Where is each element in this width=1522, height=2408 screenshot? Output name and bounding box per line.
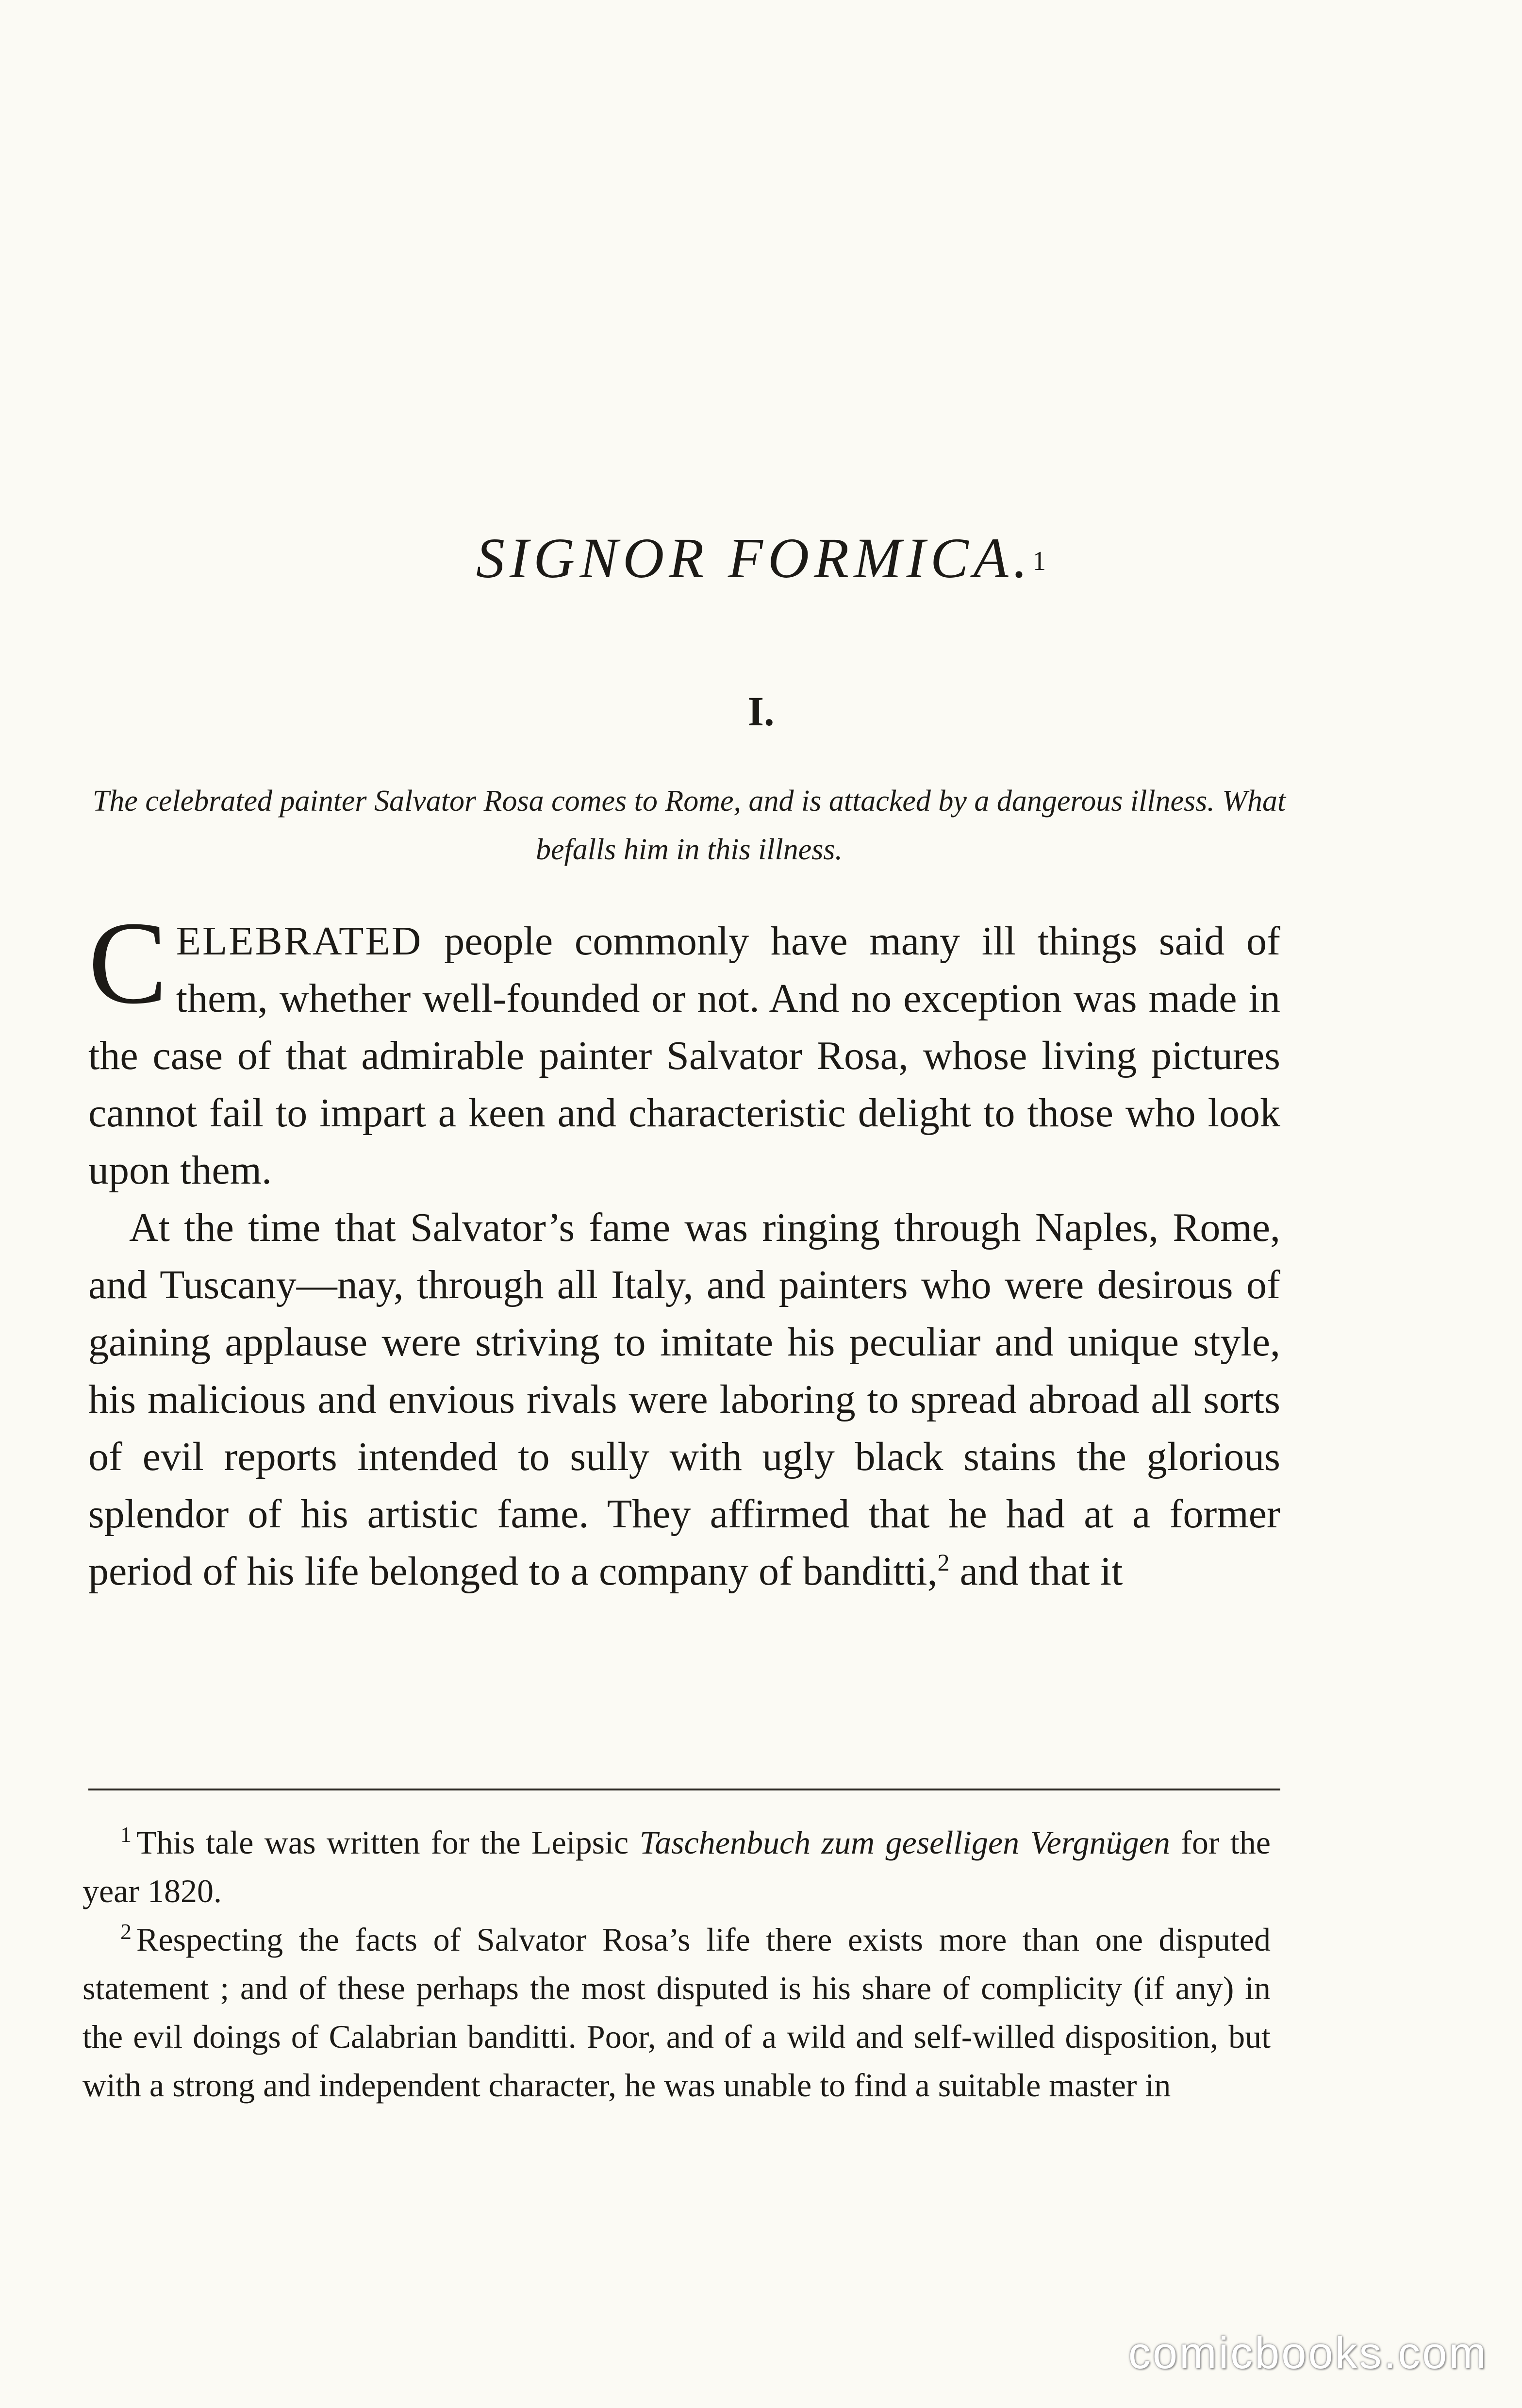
paragraph-2 <box>88 1199 1280 1600</box>
chapter-number: I. <box>747 688 775 735</box>
opening-smallcaps: ELEBRATED <box>176 919 423 964</box>
footnote-1-tail: for the year 1820. <box>83 1824 1271 1909</box>
footnote-2 <box>83 1915 1271 2109</box>
paragraph-2-text: At the time that Salvator’s fame was ringing through Naples, Rome, and Tuscany—nay, through all Italy, and painters who were desirous of gaining applause were striving to imitate his peculiar and unique style, his malicious and envious rivals were laboring to spread abroad all sorts of evil reports intended to sully with ugly black stains the glorious splendor of his artistic fame. They affirmed that he had at a former period of his life belonged to a company of banditti, <box>88 1205 1280 1594</box>
title-footnote-ref: 1 <box>1032 546 1046 576</box>
footnote-ref-2: 2 <box>937 1549 950 1576</box>
footnote-1-italic: Taschenbuch zum geselligen Vergnügen <box>639 1824 1170 1861</box>
story-title <box>0 524 1522 592</box>
paragraph-2-tail: and that it <box>949 1549 1123 1594</box>
chapter-summary: The celebrated painter Salvator Rosa comes to Rome, and is attacked by a dangerous illness. What befalls him in this illness. <box>92 785 1286 866</box>
watermark: comicbooks.com <box>1128 2328 1488 2378</box>
paragraph-1 <box>88 897 1280 1199</box>
paragraph-1-text: people commonly have many ill things said of them, whether well-founded or not. And no exception was made in the case of that admirable painter Salvator Rosa, whose living pictures cannot fail to impart a keen and characteristic delight to those who look upon them. <box>88 919 1280 1193</box>
footnote-1-text: This tale was written for the Leipsic <box>136 1824 640 1861</box>
footnote-1 <box>83 1818 1271 1915</box>
body-text <box>88 897 1280 1600</box>
footnote-2-mark: 2 <box>120 1919 132 1944</box>
story-title-text: SIGNOR FORMICA. <box>476 526 1033 590</box>
footnotes <box>83 1818 1271 2109</box>
footnote-2-text: Respecting the facts of Salvator Rosa’s life there exists more than one disputed statement ; and of these perhaps the most disputed is his share of complicity (if any) in the evil doings of Calabrian banditti. Poor, and of a wild and self-willed disposition, but with a strong and independent character, he was unable to find a suitable master in <box>83 1921 1271 2104</box>
footnote-divider <box>88 1789 1280 1790</box>
footnote-1-mark: 1 <box>120 1822 132 1847</box>
drop-cap: C <box>88 897 167 1028</box>
